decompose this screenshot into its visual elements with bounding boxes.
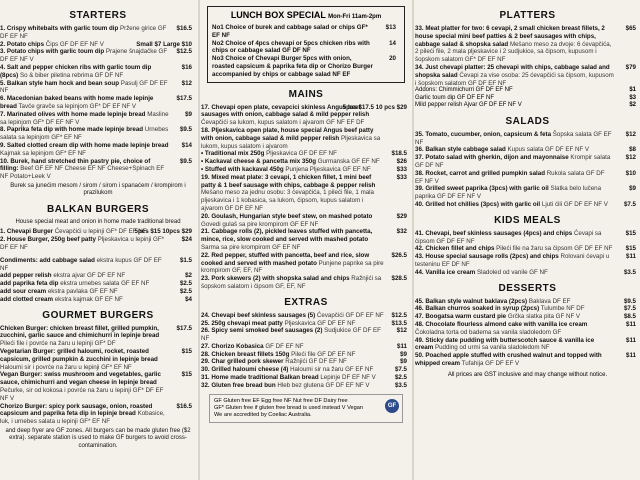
menu-item-translation: Ćevapčići u lepinji GF* DF EF NF bbox=[54, 228, 147, 236]
menu-item-translation: Baklava DF EF bbox=[528, 297, 571, 305]
menu-item-name: 42. Chicken fillet and chips bbox=[415, 245, 495, 253]
menu-item-price: $16 bbox=[181, 63, 192, 71]
menu-item-name: 48. Chocolate flourless almond cake with vanilla ice cream bbox=[415, 321, 588, 329]
menu-item-price: $11 bbox=[626, 321, 636, 329]
menu-item bbox=[201, 320, 411, 328]
menu-item-name: Chorizo Burger: spicy pork sausage, onion, roasted capsicum and paprika feta dip in lepinje bread bbox=[0, 402, 153, 418]
menu-item-price: $2.5 bbox=[179, 280, 192, 288]
menu-item-name: Condiments: add cabbage salad bbox=[0, 256, 95, 264]
menu-item-price: $3.5 bbox=[623, 268, 636, 276]
menu-item-name: • Traditional mix 250g bbox=[201, 150, 265, 158]
menu-item bbox=[201, 174, 411, 213]
menu-item-translation: Čips GF DF EF NF V bbox=[45, 40, 104, 48]
menu-item-price: $9.5 bbox=[623, 297, 636, 305]
menu-item bbox=[415, 25, 640, 64]
menu-item bbox=[0, 280, 196, 288]
menu-item-price: $10 bbox=[625, 169, 636, 177]
menu-item bbox=[415, 146, 640, 154]
menu-item bbox=[201, 351, 411, 359]
menu-item bbox=[0, 111, 196, 127]
menu-item bbox=[201, 366, 411, 374]
menu-item-name: 46. Balkan churros soaked in syrup (2pcs) bbox=[415, 305, 540, 313]
menu-item-price: $79 bbox=[625, 63, 636, 71]
menu-item-translation: Mešano meso za dvoje: 6 ćevapčića, 2 pileći file, 2 mala pljeskavice i 2 sudjukice, sa čipsom, kupusom i šopskom salatom GF* DF EF NF bbox=[415, 40, 612, 64]
menu-item-translation: Punjene paprike sa pire krompirom GF, EF, NF bbox=[201, 259, 384, 275]
menu-item bbox=[201, 343, 411, 351]
menu-item-translation: Mešano meso za jednu osobu: 3 ćevapčića, 1 pileći file, 1 mala pljeskavica i 1 kobasica, sa lukom, čipsom, kupus salatom i ajvarom GF DF EF NF bbox=[201, 189, 375, 212]
menu-item-price: $11 bbox=[626, 253, 636, 261]
menu-item-price: $18.5 bbox=[391, 150, 407, 158]
menu-item-translation: Pečurke, sir od kokosa i povrće na žaru u lepinji GF* DF EF NF V bbox=[0, 386, 164, 402]
section-note: and deep fryer are GF zones. All burgers can be made gluten free ($2 extra). separate station is used to make GF burgers to avoid cross-contamination. bbox=[5, 427, 191, 449]
menu-item bbox=[415, 201, 640, 209]
menu-item-price: $28.5 bbox=[391, 275, 407, 283]
menu-item-name: 28. Chicken breast fillets 150g bbox=[201, 350, 290, 358]
menu-item-price: $12 bbox=[396, 327, 407, 335]
legend-line: GF* Gluten free if gluten free bread is used instead V Vegan bbox=[214, 404, 363, 411]
menu-item-name: 7. Marinated olives with home made lepinje bread bbox=[0, 110, 146, 118]
menu-item-translation: Masline sa lepinjom GF* DF EF NF V bbox=[0, 110, 169, 126]
menu-item-price: $7.5 bbox=[623, 305, 636, 313]
menu-item-translation: Haloumi sir i povrće na žaru u lepinji GF* EF NF bbox=[0, 363, 132, 371]
menu-item bbox=[0, 41, 196, 49]
menu-item-name: 21. Cabbage rolls (2), pickled leaves stuffed with pancetta, mince, rice, slow cooked and served with mashed potato bbox=[201, 228, 373, 244]
menu-item-translation: Pasulj GF DF EF NF bbox=[0, 79, 168, 95]
menu-item-name: 9. Salted clotted cream dip with home made lepinje bread bbox=[0, 141, 169, 149]
menu-item-name: 3. Potato chips with garlic toum dip bbox=[0, 48, 105, 56]
menu-item-name: • Stuffed with kackaval 450g bbox=[201, 165, 284, 173]
panel-right bbox=[415, 4, 640, 476]
menu-item-price: $9 bbox=[629, 185, 636, 193]
menu-item bbox=[201, 150, 411, 158]
section-heading: MAINS bbox=[288, 88, 324, 100]
menu-item-price: $14 bbox=[181, 141, 192, 149]
menu-item bbox=[201, 358, 411, 366]
menu-item-price: $12.5 bbox=[391, 311, 407, 319]
menu-item-name: 17. Chevapi open plate, cevapcici skinless Angus beef sausages with onion, cabbage salad & mild pepper relish bbox=[201, 103, 370, 119]
menu-item-name: 23. Pork skewers (2) with shopska salad and chips bbox=[201, 275, 350, 283]
menu-item-name: 1. Chevapi Burger bbox=[0, 228, 53, 236]
menu-item bbox=[201, 213, 411, 229]
menu-item-name: 45. Balkan style walnut baklava (2pcs) bbox=[415, 297, 528, 305]
menu-item-price: $12 bbox=[625, 130, 636, 138]
menu-item-price: $15 bbox=[625, 229, 636, 237]
menu-item-price: $17.5 bbox=[176, 95, 192, 103]
menu-item-price: $2 bbox=[185, 272, 192, 280]
menu-item-translation: Ćevapi sa čipsom GF DF EF NF bbox=[415, 229, 602, 245]
menu-item bbox=[201, 166, 411, 174]
menu-item bbox=[415, 230, 640, 246]
menu-item bbox=[415, 253, 640, 269]
menu-item-translation: Tufahija GF DF EF V bbox=[461, 360, 520, 367]
menu-item-price: $12 bbox=[625, 154, 636, 162]
menu-item-price: $1.5 bbox=[179, 256, 192, 264]
menu-item-price: $9 bbox=[400, 350, 407, 358]
menu-item-price: $9 bbox=[400, 358, 407, 366]
menu-item-name: 26. Spicy semi smoked beef sausages (2) bbox=[201, 327, 323, 335]
addon-name: Addons: Chimmichurri GF DF EF NF bbox=[415, 87, 513, 94]
lunch-item-name: No3 Choice of Chevapi Burger 5pcs with onion, roasted capsicum & paprika feta dip or Chorizo Burger accompanied by chips or cabbage salad NF EF bbox=[212, 55, 373, 78]
menu-item-name: 41. Chevapi, beef skinless sausages (4pcs) and chips bbox=[415, 229, 573, 237]
menu-item-translation: Pileći file GF DF EF NF bbox=[291, 350, 356, 358]
panel-left bbox=[0, 4, 196, 476]
menu-item-price: $2.5 bbox=[179, 288, 192, 296]
menu-item-price: $24 bbox=[181, 236, 192, 244]
menu-item-translation: Grčka slatka pita GF NF V bbox=[507, 313, 581, 321]
menu-item-name: 44. Vanilla ice cream bbox=[415, 268, 476, 276]
menu-item-price: $16.5 bbox=[176, 402, 192, 410]
addon-item bbox=[415, 102, 640, 110]
lunch-box-special bbox=[207, 6, 405, 83]
menu-item-name: 35. Tomato, cucumber, onion, capsicum & feta bbox=[415, 130, 552, 138]
menu-item-translation: Sladoled od vanile GF NF bbox=[476, 268, 548, 276]
menu-item-price: $29 bbox=[396, 212, 407, 220]
menu-item-translation: ekstra ajvar GF DF EF NF bbox=[53, 272, 126, 280]
menu-item bbox=[201, 275, 411, 291]
menu-item bbox=[201, 374, 411, 382]
section-heading: DESSERTS bbox=[498, 282, 557, 294]
menu-item-price: $15 bbox=[181, 371, 192, 379]
menu-item bbox=[0, 126, 196, 142]
menu-item-translation: ekstra kajmak GF EF NF bbox=[54, 295, 123, 303]
menu-item-price: $15 bbox=[181, 348, 192, 355]
menu-item-name: 27. Chorizo Kobasica bbox=[201, 342, 264, 350]
footer-note: All prices are GST inclusive and may change without notice. bbox=[447, 371, 608, 378]
menu-item bbox=[0, 348, 196, 371]
menu-item-price: $9.5 bbox=[179, 126, 192, 134]
section-heading: STARTERS bbox=[69, 10, 127, 21]
menu-item-name: 36. Balkan style cabbage salad bbox=[415, 146, 506, 154]
addon-item bbox=[415, 95, 640, 103]
menu-item-name: 49. Sticky date pudding with butterscotch sauce & vanilla ice cream bbox=[415, 336, 595, 352]
menu-item-translation: Krompir salata GF DF NF bbox=[415, 154, 611, 170]
menu-item-name: 10. Burek, hand stretched thin pastry pie, choice of filling: bbox=[0, 157, 151, 173]
menu-item-translation: Ražnjići sa šopskom salatom i čipsom GF, EF, NF bbox=[201, 275, 382, 290]
menu-item bbox=[415, 269, 640, 277]
menu-item-price: $11 bbox=[626, 336, 636, 344]
menu-item-translation: Pileći file i povrće na žaru u lepinji GF* DF bbox=[0, 340, 116, 348]
menu-item-translation: Hleb bez glutena GF DF EF NF V bbox=[277, 381, 370, 389]
menu-item-name: 5. Balkan style ham hock and bean soup bbox=[0, 79, 119, 87]
section-heading: EXTRAS bbox=[284, 296, 328, 308]
menu-item bbox=[0, 325, 196, 348]
menu-item-translation: Beef GF EF NF Cheese EF NF Cheese+Spinach EF NF Potato+Leek V bbox=[0, 165, 165, 181]
menu-item-price: 5pcs $15 10pcs $29 bbox=[134, 228, 192, 236]
menu-item-translation: Govedi gulaš sa pire krompirom GF EF NF bbox=[201, 220, 319, 228]
menu-item-price: $26 bbox=[396, 158, 407, 166]
menu-item bbox=[415, 185, 640, 201]
menu-item-name: add clotted cream bbox=[0, 295, 53, 303]
menu-item bbox=[0, 228, 196, 236]
menu-item-price: Small $7 Large $10 bbox=[136, 40, 192, 48]
menu-item bbox=[415, 352, 640, 368]
section-note: Burek sa junećim mesom / sirom / sirom i spanaćem / krompirom i prazilukom bbox=[10, 182, 186, 197]
menu-item-translation: Pileći file na žaru sa čipsom GF DF EF NF bbox=[496, 245, 613, 253]
section-heading: SALADS bbox=[505, 115, 550, 127]
menu-item bbox=[201, 382, 411, 390]
menu-item bbox=[0, 80, 196, 96]
legend-line: GF Gluten free EF Egg free NF Nut free DF Dairy free bbox=[214, 397, 348, 404]
menu-item-translation: Šopska salata GF EF NF bbox=[415, 130, 612, 146]
menu-item bbox=[415, 298, 640, 306]
menu-item-price: $8.5 bbox=[623, 313, 636, 321]
menu-item-translation: Ćevapčići GF DF EF NF bbox=[316, 311, 384, 319]
menu-item-price: $32 bbox=[396, 228, 407, 236]
addon-name: Mild pepper relish Ajvar GF DF EF NF V bbox=[415, 102, 522, 109]
lunch-item-price: 14 bbox=[389, 39, 396, 47]
menu-item bbox=[415, 337, 640, 353]
menu-item bbox=[415, 131, 640, 147]
menu-item-name: 47. Boogatsa warm custard pie bbox=[415, 313, 507, 321]
lunch-item bbox=[212, 24, 400, 40]
menu-item-name: 33. Meat platter for two: 6 cevapi, 2 small chicken breast fillets, 2 house special mini beef patties & 2 beef sausages with chips, cabbage salad & shopska salad bbox=[415, 25, 605, 48]
menu-item-name: • Kackaval cheese & pancetta mix 350g bbox=[201, 158, 316, 166]
menu-item-translation: Kupus salata GF DF EF NF V bbox=[507, 146, 590, 154]
menu-item-price: $9 bbox=[185, 110, 192, 118]
dietary-legend bbox=[209, 394, 403, 423]
lunch-item-price: $13 bbox=[385, 24, 396, 31]
menu-item-price: $33 bbox=[396, 173, 407, 181]
menu-item-translation: Urnebes salata sa lepinjom GF* EF NF bbox=[0, 126, 169, 142]
lunch-item bbox=[212, 40, 400, 56]
menu-item-price: $13.5 bbox=[391, 319, 407, 327]
mains-extras-list bbox=[201, 89, 411, 390]
menu-item-name: 39. Grilled sweet paprika (3pcs) with garlic oil bbox=[415, 185, 549, 193]
menu-item bbox=[0, 236, 196, 252]
menu-item-name: 38. Rocket, carrot and grilled pumpkin salad bbox=[415, 169, 545, 177]
section-heading: GOURMET BURGERS bbox=[42, 309, 154, 321]
menu-item-name: 25. 250g chevapi meat patty bbox=[201, 319, 283, 327]
menu-item-translation: Ražnjići GF DF EF NF bbox=[285, 358, 347, 366]
menu-item-price: $8 bbox=[629, 146, 636, 154]
lunch-title-text: LUNCH BOX SPECIAL bbox=[230, 10, 326, 20]
menu-item bbox=[201, 127, 411, 150]
lunch-item bbox=[212, 55, 400, 78]
addon-price: $2 bbox=[629, 102, 636, 109]
menu-item-translation: Rolovani ćevapi u testeninu EF DF NF bbox=[415, 253, 610, 269]
menu-item-translation: Ćevapi za vise osoba: 25 ćevapčići sa čipsom, kupusom i šopskom salatom GF DF EF NF bbox=[415, 71, 614, 87]
menu-item bbox=[0, 288, 196, 296]
menu-item-translation: So & biber piletina rebrima GF DF NF bbox=[19, 71, 124, 79]
menu-item bbox=[0, 142, 196, 158]
menu-item bbox=[415, 170, 640, 186]
menu-item-price: $17.5 bbox=[176, 324, 192, 332]
menu-item bbox=[415, 321, 640, 337]
lunch-item-name: No2 Choice of 4pcs chevapi or 5pcs chicken ribs with chips or cabbage salad GF DF NF bbox=[212, 39, 370, 55]
menu-item-name: Vegetarian Burger: grilled haloumi, rocket, roasted capsicum, grilled pumpkin & zucchini in lepinje bread bbox=[0, 348, 158, 363]
addon-name: Garlic toum dip GF DF EF NF bbox=[415, 94, 495, 101]
menu-item-translation: Čokoladna torta od badema sa vanila sladoledom GF bbox=[415, 328, 562, 336]
menu-item-translation: Haloumi sir na žaru GF EF NF bbox=[290, 366, 374, 374]
fold-line bbox=[412, 0, 414, 480]
menu-item-name: 37. Potato salad with gherkin, dijon and mayonnaise bbox=[415, 154, 569, 162]
menu-item-translation: Pudding od urmi sa vanila sladoledom NF bbox=[434, 344, 550, 352]
menu-item bbox=[0, 296, 196, 304]
section-note: House special meat and onion in home made traditional bread bbox=[15, 218, 181, 225]
menu-item-name: 4. Salt and pepper chicken ribs with garlic toum dip (8pcs) bbox=[0, 63, 152, 79]
menu-item-translation: Kobasice, luk, i urnebes salata u lepinji GF* EF NF bbox=[0, 410, 165, 426]
menu-item-translation: Pljeskavica GF DF EF NF bbox=[284, 319, 356, 327]
menu-item-translation: Sudjukice GF DF EF NF bbox=[201, 327, 381, 343]
menu-item-translation: Ljuti ćili GF DF EF NF V bbox=[541, 201, 608, 209]
menu-item-name: 34. Just chevapi platter: 25 chevapi with chips, cabbage salad and shopska salad bbox=[415, 63, 610, 79]
lunch-item-name: No1 Choice of burek and cabbage salad or chips GF* EF NF bbox=[212, 24, 368, 39]
menu-item-price: $7.5 bbox=[394, 366, 407, 374]
menu-item-translation: Pržene girice GF DF EF NF bbox=[0, 25, 167, 40]
gf-badge-icon: GF bbox=[385, 399, 399, 413]
menu-item bbox=[0, 257, 196, 273]
menu-item-price: $16.5 bbox=[176, 25, 192, 32]
lunch-items bbox=[212, 24, 400, 79]
menu-item bbox=[201, 158, 411, 166]
menu-item-price: $15 bbox=[625, 245, 636, 253]
menu-item-translation: Slatka belo lučena paprika GF DF EF NF V bbox=[415, 185, 602, 201]
menu-item bbox=[201, 312, 411, 320]
menu-item-translation: Sarma sa pire krompirom GF EF NF bbox=[201, 243, 301, 251]
menu-item-name: 31. Home made traditional Balkan bread bbox=[201, 374, 319, 382]
platters-salads-desserts-list bbox=[415, 10, 640, 368]
lunch-item-price: 20 bbox=[389, 55, 396, 63]
menu-item-price: $4 bbox=[185, 295, 192, 303]
menu-item bbox=[0, 25, 196, 41]
menu-item-translation: GF DF EF NF bbox=[265, 342, 304, 350]
menu-item-translation: Kajmak sa lepinjom GF* EF NF bbox=[0, 149, 86, 157]
menu-item-price: $12 bbox=[181, 79, 192, 87]
menu-item-name: 32. Gluten free bread bun bbox=[201, 381, 276, 389]
menu-item-name: add paprika feta dip bbox=[0, 280, 59, 288]
menu-item bbox=[415, 154, 640, 170]
addon-item bbox=[415, 87, 640, 95]
addon-price: $3 bbox=[629, 94, 636, 101]
menu-item-price: $7.5 bbox=[623, 201, 636, 209]
menu-item-translation: Punjena Pljeskavica GF EF NF bbox=[285, 165, 371, 173]
menu-item-name: 1. Crispy whitebaits with garlic toum dip bbox=[0, 25, 119, 32]
menu-item-translation: Prajene šnajdačke GF DF EF NF V bbox=[0, 48, 168, 64]
menu-item-translation: Gurmanska GF EF NF bbox=[317, 158, 380, 166]
section-heading: KIDS MEALS bbox=[494, 214, 561, 226]
menu-item-translation: Tulumbe NF DF bbox=[540, 305, 585, 313]
menu-item bbox=[0, 403, 196, 426]
menu-item-name: 22. Red pepper, stuffed with pancetta, beef and rice, slow cooked and served with mashed potato bbox=[201, 251, 370, 267]
menu-item-name: 19. Mixed meat plate: 3 cevapi, 1 chicken fillet, 1 mini beef patty & 1 beef sausage with chips, cabbage & pepper relish bbox=[201, 173, 376, 189]
menu-item-translation: Tavče gravče sa lepinjom GF* DF EF NF V bbox=[18, 102, 137, 110]
menu-item-name: Chicken Burger: chicken breast fillet, grilled pumpkin, zucchini, garlic sauce and chimichurri in lepinje bread bbox=[0, 324, 160, 340]
menu-item bbox=[0, 48, 196, 64]
menu-item bbox=[0, 272, 196, 280]
menu-item bbox=[201, 228, 411, 251]
lunch-hours: Mon-Fri 11am-2pm bbox=[328, 14, 382, 20]
fold-line bbox=[198, 0, 200, 480]
menu-item-price: $26.5 bbox=[391, 251, 407, 259]
menu-item-translation: Ćevapčići sa lukom, kupus salatom i ajvarom GF NF EF DF bbox=[201, 119, 365, 127]
menu-item-name: add pepper relish bbox=[0, 272, 52, 280]
menu-item bbox=[201, 104, 411, 127]
menu-item bbox=[201, 252, 411, 275]
menu-item-name: 29. Char grilled pork skewer bbox=[201, 358, 284, 366]
panel-middle bbox=[201, 4, 411, 476]
menu-item-name: add sour cream bbox=[0, 288, 47, 296]
menu-item-name: 30. Grilled haloumi cheese (4) bbox=[201, 366, 289, 374]
menu-item-price: $9.5 bbox=[179, 157, 192, 165]
menu-item bbox=[415, 305, 640, 313]
menu-item-translation: ekstra pavlaka GF EF NF bbox=[47, 288, 118, 296]
menu-item-name: 6. Macedonian baked beans with home made lepinje bread bbox=[0, 95, 154, 110]
menu-item-translation: Lepinje DF EF NF V bbox=[320, 374, 376, 382]
menu-item-name: Vegan Burger: swiss mushroom and vegetables, garlic sauce, chimichurri and vegan cheese in lepinje bread bbox=[0, 371, 161, 387]
legend-line: We are accredited by Coeliac Australia. bbox=[214, 411, 312, 418]
menu-item-name: 8. Paprika feta dip with home made lepinje bread bbox=[0, 126, 144, 134]
addon-price: $1 bbox=[629, 87, 636, 94]
menu-item bbox=[0, 95, 196, 111]
menu-item-translation: Pljeskavica sa lukom, kupus salatom i ajvarom bbox=[201, 134, 381, 150]
section-heading: BALKAN BURGERS bbox=[47, 203, 149, 215]
menu-item-price: $65 bbox=[625, 25, 636, 32]
menu-item bbox=[0, 371, 196, 402]
menu-item-name: 2. House Burger, 250g beef patty bbox=[0, 236, 96, 244]
menu-item-price: $33 bbox=[396, 165, 407, 173]
menu-item-price: $3.5 bbox=[394, 381, 407, 389]
menu-item bbox=[0, 64, 196, 80]
menu-item bbox=[0, 158, 196, 181]
menu-item-name: 2. Potato chips bbox=[0, 40, 45, 48]
menu-item-name: 40. Grilled hot chillies (3pcs) with garlic oil bbox=[415, 201, 541, 209]
menu-item-translation: Rukola salata GF DF EF NF V bbox=[415, 169, 605, 185]
menu-item-translation: ekstra kupus GF DF EF NF bbox=[0, 256, 162, 272]
menu-item-name: 43. House special sausage rolls (2pcs) and chips bbox=[415, 253, 559, 261]
menu-item bbox=[201, 327, 411, 343]
menu-item-translation: ekstra urnebes salata GF EF NF bbox=[60, 280, 150, 288]
menu-item-name: 18. Pljeskavica open plate, house special Angus beef patty with onion, cabbage salad & mild pepper relish bbox=[201, 126, 374, 142]
menu-item-name: 50. Poached apple stuffed with crushed walnut and topped with whipped cream bbox=[415, 352, 602, 367]
section-heading: PLATTERS bbox=[499, 10, 556, 21]
menu-item-name: 20. Goulash, Hungarian style beef stew, on mashed potato bbox=[201, 212, 373, 220]
menu-item-name: 24. Chevapi beef skinless sausages (5) bbox=[201, 311, 316, 319]
menu-item bbox=[415, 313, 640, 321]
menu-item-price: $11 bbox=[397, 342, 407, 350]
menu-item-price: 5pcs $17.5 10 pcs $29 bbox=[342, 103, 407, 111]
menu-item bbox=[415, 245, 640, 253]
menu-item-price: $2.5 bbox=[394, 374, 407, 382]
menu-item-price: $11 bbox=[626, 352, 636, 360]
menu-item-translation: Pljeskavica u lepinji GF* DF EF NF bbox=[0, 236, 165, 252]
menu-item-price: $12.5 bbox=[176, 48, 192, 56]
lunch-box-title bbox=[212, 10, 400, 20]
menu-item bbox=[415, 64, 640, 87]
menu-item-translation: Pljeskavica GF DF EF NF bbox=[266, 150, 337, 158]
